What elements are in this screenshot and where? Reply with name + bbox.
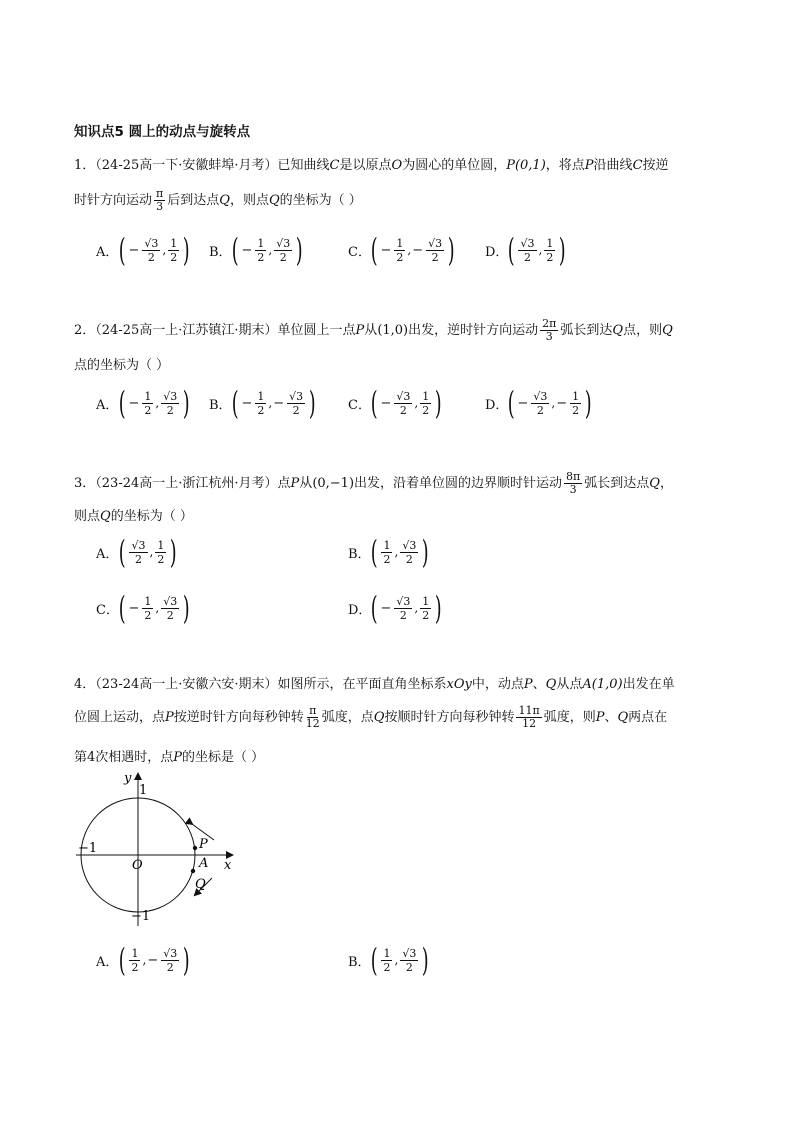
q3-var: Q xyxy=(100,509,111,524)
fraction xyxy=(518,237,536,264)
coordinate-expression xyxy=(229,231,306,269)
fraction-denominator: 2 xyxy=(166,960,174,974)
q2-source: （24-25高一上·江苏镇江·期末） xyxy=(95,323,278,338)
q1-text: 按逆 xyxy=(642,158,669,173)
q1-var: C xyxy=(329,158,340,173)
q2-var: P xyxy=(355,323,365,338)
y-sign: − xyxy=(147,952,159,968)
q1-text: 后到达点 xyxy=(167,193,220,208)
q3-text: ， xyxy=(659,476,673,491)
fraction-denominator: 2 xyxy=(131,960,139,974)
question-3-line-1 xyxy=(74,471,673,496)
y-sign: − xyxy=(412,242,424,258)
q4-text: 弧度，点 xyxy=(321,710,374,725)
unit-circle-figure xyxy=(74,768,244,928)
option-letter: B． xyxy=(209,244,232,260)
left-paren-icon: ( xyxy=(507,384,515,422)
coordinate-expression xyxy=(368,589,445,627)
right-paren-icon: ) xyxy=(422,533,430,571)
fraction xyxy=(394,390,412,417)
fraction-numerator: 1 xyxy=(396,236,404,250)
answer-option[interactable] xyxy=(96,384,193,422)
coordinate-expression xyxy=(505,231,569,269)
x-sign: − xyxy=(380,395,392,411)
fraction-denominator: 2 xyxy=(523,250,531,264)
q4-text: 、 xyxy=(532,677,546,692)
fraction-numerator: 1 xyxy=(144,389,152,403)
left-paren-icon: ( xyxy=(370,533,378,571)
left-paren-icon: ( xyxy=(231,384,239,422)
q1-text: 为圆心的单位圆， xyxy=(402,158,507,173)
q1-text: 的坐标为（ ） xyxy=(279,193,362,208)
answer-option[interactable] xyxy=(96,941,193,979)
fraction xyxy=(274,237,292,264)
fraction xyxy=(129,947,140,974)
q2-number: 2． xyxy=(74,323,96,338)
q4-var: P xyxy=(165,710,174,725)
q4-text: 出发在单 xyxy=(622,677,675,692)
left-paren-icon: ( xyxy=(118,941,126,979)
fraction xyxy=(400,539,418,566)
fraction-denominator: 2 xyxy=(383,552,391,566)
q2-text: 单位圆上一点 xyxy=(277,323,356,338)
q4-var: Q xyxy=(373,710,385,725)
x-sign: − xyxy=(380,242,392,258)
q4-text: 中，动点 xyxy=(471,677,524,692)
fraction-numerator: √3 xyxy=(289,389,304,403)
fraction-numerator: 1 xyxy=(422,389,430,403)
coordinate-expression xyxy=(368,231,458,269)
fraction xyxy=(531,390,549,417)
question-2-line-1 xyxy=(74,318,673,343)
fraction-denominator: 2 xyxy=(279,250,287,264)
comma: , xyxy=(394,953,399,967)
fraction xyxy=(394,595,412,622)
fraction-numerator: π xyxy=(156,187,164,200)
q2-point: (1,0) xyxy=(377,323,409,338)
question-1-line-1 xyxy=(74,154,669,173)
q3-number: 3． xyxy=(74,476,96,491)
left-paren-icon: ( xyxy=(118,533,126,571)
right-paren-icon: ) xyxy=(584,384,592,422)
option-letter: D． xyxy=(485,397,509,413)
q1-text: 已知曲线 xyxy=(277,158,330,173)
fraction xyxy=(255,390,266,417)
fraction-numerator: √3 xyxy=(533,389,548,403)
q1-var: Q xyxy=(268,193,280,208)
fraction-numerator: 1 xyxy=(546,236,554,250)
fraction xyxy=(381,539,392,566)
q3-text: 则点 xyxy=(74,509,101,524)
fraction-numerator: √3 xyxy=(402,946,417,960)
right-paren-icon: ) xyxy=(435,384,442,422)
q2-var: Q xyxy=(662,323,673,338)
q1-var: C xyxy=(632,158,643,173)
fraction-numerator: 1 xyxy=(170,236,178,250)
fraction-denominator: 12 xyxy=(305,717,320,730)
point-q-dot xyxy=(191,869,195,873)
right-paren-icon: ) xyxy=(447,231,455,269)
fraction-denominator: 2 xyxy=(399,608,407,622)
fraction-numerator: 2π xyxy=(542,317,557,330)
right-paren-icon: ) xyxy=(183,231,190,269)
fraction-denominator: 2 xyxy=(546,250,554,264)
comma: , xyxy=(551,396,556,410)
fraction-numerator: √3 xyxy=(520,236,535,250)
q4-text: 从点 xyxy=(556,677,583,692)
fraction-numerator: √3 xyxy=(396,594,411,608)
x-sign: − xyxy=(241,395,253,411)
fraction-numerator: π xyxy=(309,704,317,717)
q1-number: 1． xyxy=(74,158,96,173)
left-paren-icon: ( xyxy=(370,384,378,422)
fraction-denominator: 2 xyxy=(257,250,265,264)
q4-q-speed-fraction xyxy=(516,705,541,730)
q3-text: 的坐标为（ ） xyxy=(110,509,193,524)
q4-text: 弧度，则 xyxy=(543,710,596,725)
fraction-denominator: 2 xyxy=(292,403,300,417)
fraction-numerator: 1 xyxy=(157,538,165,552)
coordinate-expression xyxy=(505,384,595,422)
fraction-numerator: √3 xyxy=(396,389,411,403)
answer-option[interactable] xyxy=(485,384,595,422)
fraction-denominator: 2 xyxy=(134,552,142,566)
fraction-denominator: 2 xyxy=(399,403,407,417)
comma: , xyxy=(142,953,147,967)
fraction-denominator: 2 xyxy=(572,403,580,417)
option-letter: B． xyxy=(348,546,371,562)
coordinate-expression xyxy=(116,384,193,422)
q4-text: 、 xyxy=(604,710,618,725)
fraction-numerator: √3 xyxy=(163,594,178,608)
answer-option[interactable] xyxy=(348,231,458,269)
q4-text: 第4次相遇时，点 xyxy=(74,750,174,765)
q1-text: 时针方向运动 xyxy=(74,193,153,208)
fraction-denominator: 2 xyxy=(405,960,413,974)
left-paren-icon: ( xyxy=(370,589,378,627)
fraction-denominator: 2 xyxy=(257,403,265,417)
question-4-line-1 xyxy=(74,673,675,692)
q3-text: 从 xyxy=(299,476,313,491)
q1-point: P(0,1) xyxy=(506,158,546,173)
fraction xyxy=(168,237,179,264)
fraction-numerator: 8π xyxy=(566,470,581,483)
option-letter: A． xyxy=(96,397,119,413)
coordinate-expression xyxy=(368,384,445,422)
option-letter: B． xyxy=(209,397,232,413)
q3-text: 出发，沿着单位圆的边界顺时针运动 xyxy=(354,476,563,491)
fraction xyxy=(161,947,179,974)
point-a-label: A xyxy=(199,856,209,871)
option-letter: D． xyxy=(348,602,372,618)
fraction-denominator: 3 xyxy=(569,483,577,496)
left-paren-icon: ( xyxy=(118,384,126,422)
q4-text: 按逆时针方向每秒钟转 xyxy=(173,710,304,725)
question-2-line-2: 点的坐标为（ ） xyxy=(74,358,170,373)
right-paren-icon: ) xyxy=(308,384,316,422)
y-sign: − xyxy=(556,395,568,411)
q4-var: Q xyxy=(545,677,557,692)
fraction xyxy=(142,237,160,264)
answer-option[interactable] xyxy=(348,384,445,422)
fraction-denominator: 2 xyxy=(405,552,413,566)
y-sign: − xyxy=(273,395,285,411)
comma: , xyxy=(394,545,399,559)
fraction-numerator: √3 xyxy=(131,538,146,552)
q4-source: （23-24高一上·安徽六安·期末） xyxy=(95,677,278,692)
y-axis-label: y xyxy=(124,771,132,786)
fraction-denominator: 3 xyxy=(156,200,164,213)
q2-text: 出发，逆时针方向运动 xyxy=(408,323,539,338)
right-paren-icon: ) xyxy=(422,941,430,979)
q3-point: (0,−1) xyxy=(312,476,355,491)
left-tick-label: −1 xyxy=(78,841,98,856)
q4-number: 4． xyxy=(74,677,96,692)
comma: , xyxy=(149,545,154,559)
origin-label: O xyxy=(132,858,143,873)
fraction xyxy=(142,390,153,417)
x-sign: − xyxy=(128,242,140,258)
fraction-denominator: 2 xyxy=(170,250,178,264)
fraction xyxy=(155,539,166,566)
x-sign: − xyxy=(241,242,253,258)
section-title: 知识点5 圆上的动点与旋转点 xyxy=(74,124,251,140)
fraction xyxy=(420,595,431,622)
fraction-numerator: 1 xyxy=(422,594,430,608)
fraction-numerator: √3 xyxy=(402,538,417,552)
q4-text: 的坐标是（ ） xyxy=(182,750,265,765)
option-letter: C． xyxy=(96,602,119,618)
q3-var: Q xyxy=(649,476,660,491)
fraction xyxy=(161,390,179,417)
fraction-numerator: 1 xyxy=(144,594,152,608)
left-paren-icon: ( xyxy=(370,231,378,269)
coordinate-expression xyxy=(116,941,193,979)
answer-option[interactable] xyxy=(485,231,569,269)
q1-var: P xyxy=(584,158,594,173)
q1-text: 是以原点 xyxy=(339,158,392,173)
fraction-denominator: 2 xyxy=(536,403,544,417)
point-q-label: Q xyxy=(195,877,206,892)
answer-option[interactable] xyxy=(209,384,319,422)
fraction-numerator: √3 xyxy=(428,236,443,250)
fraction-denominator: 3 xyxy=(545,330,553,343)
fraction-numerator: √3 xyxy=(276,236,291,250)
q2-text: 从 xyxy=(364,323,378,338)
q1-source: （24-25高一下·安徽蚌埠·月考） xyxy=(95,158,278,173)
fraction xyxy=(287,390,305,417)
fraction xyxy=(544,237,555,264)
option-letter: B． xyxy=(348,954,371,970)
comma: , xyxy=(155,601,160,615)
point-p-dot xyxy=(193,846,197,850)
q4-coordinate-system: xOy xyxy=(446,677,472,692)
option-letter: A． xyxy=(96,244,119,260)
fraction-denominator: 2 xyxy=(144,403,152,417)
fraction xyxy=(255,237,266,264)
q4-var: P xyxy=(523,677,533,692)
q4-text: 按顺时针方向每秒钟转 xyxy=(384,710,515,725)
question-1-line-2 xyxy=(74,188,362,213)
right-paren-icon: ) xyxy=(183,589,190,627)
fraction-denominator: 2 xyxy=(422,403,430,417)
q4-var: Q xyxy=(617,710,629,725)
fraction-denominator: 2 xyxy=(157,552,165,566)
q4-text: 位圆上运动，点 xyxy=(74,710,166,725)
question-4-line-3 xyxy=(74,746,264,765)
option-letter: A． xyxy=(96,546,119,562)
q2-var: Q xyxy=(612,323,624,338)
fraction-numerator: 1 xyxy=(131,946,139,960)
q1-angle-fraction xyxy=(154,188,165,213)
fraction xyxy=(400,947,418,974)
fraction-denominator: 2 xyxy=(422,608,430,622)
q3-text: 弧长到达点 xyxy=(584,476,650,491)
coordinate-expression xyxy=(116,589,193,627)
option-letter: D． xyxy=(485,244,509,260)
right-paren-icon: ) xyxy=(435,589,442,627)
fraction-numerator: 1 xyxy=(383,946,391,960)
fraction-numerator: 1 xyxy=(257,389,265,403)
fraction xyxy=(129,539,147,566)
option-letter: A． xyxy=(96,954,119,970)
left-paren-icon: ( xyxy=(370,941,378,979)
fraction-denominator: 2 xyxy=(147,250,155,264)
answer-option[interactable] xyxy=(348,941,432,979)
comma: , xyxy=(268,243,273,257)
fraction-denominator: 2 xyxy=(396,250,404,264)
fraction-numerator: 1 xyxy=(383,538,391,552)
answer-option[interactable] xyxy=(209,231,306,269)
left-paren-icon: ( xyxy=(231,231,239,269)
answer-option[interactable] xyxy=(96,589,193,627)
q3-source: （23-24高一上·浙江杭州·月考） xyxy=(95,476,278,491)
bottom-tick-label: −1 xyxy=(131,909,151,924)
fraction xyxy=(394,237,405,264)
left-paren-icon: ( xyxy=(507,231,515,269)
q3-var: P xyxy=(290,476,300,491)
point-p-label: P xyxy=(199,837,208,852)
comma: , xyxy=(162,243,167,257)
x-sign: − xyxy=(128,600,140,616)
comma: , xyxy=(407,243,412,257)
q1-text: ，则点 xyxy=(229,193,269,208)
comma: , xyxy=(268,396,273,410)
fraction-denominator: 12 xyxy=(522,717,537,730)
comma: , xyxy=(414,601,419,615)
comma: , xyxy=(538,243,543,257)
question-3-line-2 xyxy=(74,505,193,524)
q4-text: 如图所示，在平面直角坐标系 xyxy=(277,677,447,692)
comma: , xyxy=(414,396,419,410)
coordinate-expression xyxy=(116,231,193,269)
x-sign: − xyxy=(380,600,392,616)
right-paren-icon: ) xyxy=(170,533,178,571)
right-paren-icon: ) xyxy=(183,384,190,422)
question-4-line-2 xyxy=(74,705,667,730)
right-paren-icon: ) xyxy=(183,941,190,979)
fraction xyxy=(420,390,431,417)
q4-p-speed-fraction xyxy=(306,705,320,730)
q4-text: 两点在 xyxy=(628,710,668,725)
fraction-denominator: 2 xyxy=(144,608,152,622)
coordinate-expression xyxy=(116,533,180,571)
fraction-numerator: √3 xyxy=(163,389,178,403)
left-paren-icon: ( xyxy=(118,589,126,627)
q2-arc-fraction xyxy=(540,318,558,343)
q1-text: ，将点 xyxy=(545,158,585,173)
coordinate-expression xyxy=(368,941,432,979)
fraction-denominator: 2 xyxy=(166,403,174,417)
q2-text: 弧长到达 xyxy=(560,323,613,338)
q3-arc-fraction xyxy=(564,471,582,496)
q1-var: Q xyxy=(219,193,230,208)
option-letter: C． xyxy=(348,244,371,260)
fraction-numerator: 1 xyxy=(572,389,580,403)
fraction xyxy=(426,237,444,264)
q3-text: 点 xyxy=(277,476,291,491)
answer-option[interactable] xyxy=(96,231,193,269)
fraction xyxy=(142,595,153,622)
q4-var: P xyxy=(173,750,183,765)
fraction-denominator: 2 xyxy=(166,608,174,622)
q1-var: O xyxy=(391,158,403,173)
coordinate-expression xyxy=(368,533,432,571)
q1-text: 沿曲线 xyxy=(593,158,633,173)
q4-point: A(1,0) xyxy=(582,677,623,692)
x-sign: − xyxy=(128,395,140,411)
answer-option[interactable] xyxy=(96,533,180,571)
fraction xyxy=(381,947,392,974)
fraction xyxy=(161,595,179,622)
x-axis-label: x xyxy=(224,858,232,873)
comma: , xyxy=(155,396,160,410)
answer-option[interactable] xyxy=(348,533,432,571)
coordinate-expression xyxy=(229,384,319,422)
answer-option[interactable] xyxy=(348,589,445,627)
fraction-numerator: √3 xyxy=(144,236,159,250)
option-letter: C． xyxy=(348,397,371,413)
fraction-denominator: 2 xyxy=(383,960,391,974)
q4-var: P xyxy=(595,710,605,725)
fraction-denominator: 2 xyxy=(431,250,439,264)
top-tick-label: 1 xyxy=(139,783,148,798)
right-paren-icon: ) xyxy=(559,231,567,269)
fraction-numerator: 1 xyxy=(257,236,265,250)
fraction-numerator: 11π xyxy=(518,704,540,717)
left-paren-icon: ( xyxy=(118,231,126,269)
right-paren-icon: ) xyxy=(296,231,303,269)
fraction-numerator: √3 xyxy=(163,946,178,960)
fraction xyxy=(570,390,581,417)
q2-text: 点，则 xyxy=(623,323,663,338)
x-sign: − xyxy=(517,395,529,411)
